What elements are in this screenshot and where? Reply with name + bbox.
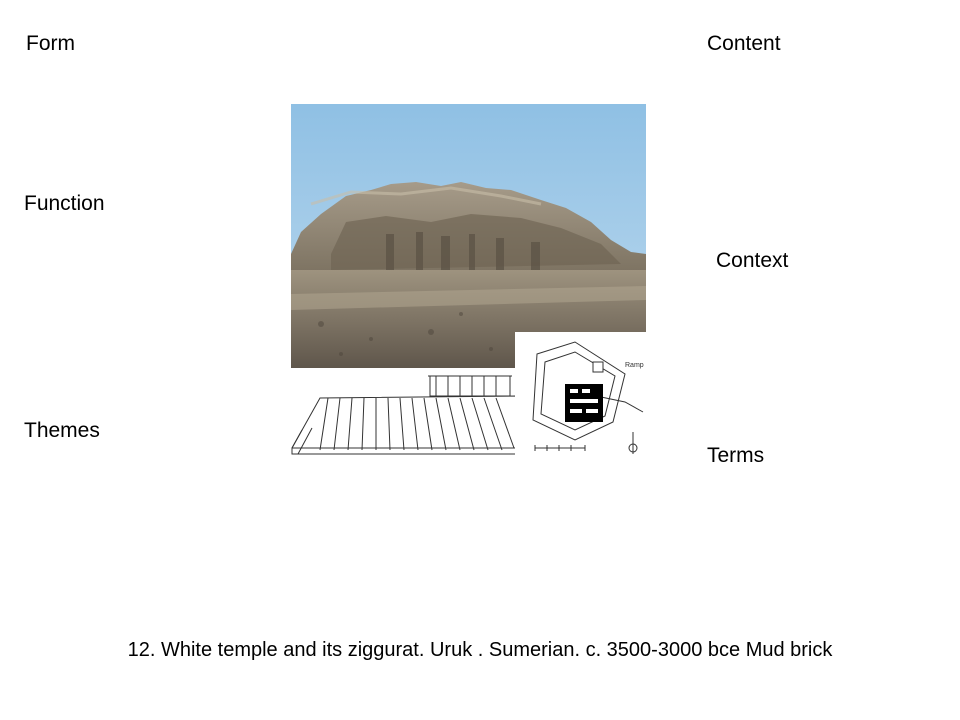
plan-diagram bbox=[515, 332, 646, 460]
elevation-diagram bbox=[290, 368, 516, 458]
label-content: Content bbox=[707, 32, 781, 55]
ziggurat-photo-image bbox=[291, 104, 646, 368]
plan-ramp-label: Ramp bbox=[625, 362, 644, 369]
ziggurat-photo bbox=[291, 104, 646, 368]
label-terms: Terms bbox=[707, 444, 765, 467]
label-themes: Themes bbox=[24, 419, 100, 442]
ziggurat-plan-drawing bbox=[515, 332, 646, 460]
slide-caption: 12. White temple and its ziggurat. Uruk . Sumerian. c. 3500-3000 bce Mud brick bbox=[127, 639, 833, 661]
label-context: Context bbox=[716, 249, 789, 272]
ziggurat-elevation-drawing bbox=[290, 368, 516, 458]
label-function: Function bbox=[24, 192, 105, 215]
label-form: Form bbox=[26, 32, 75, 55]
